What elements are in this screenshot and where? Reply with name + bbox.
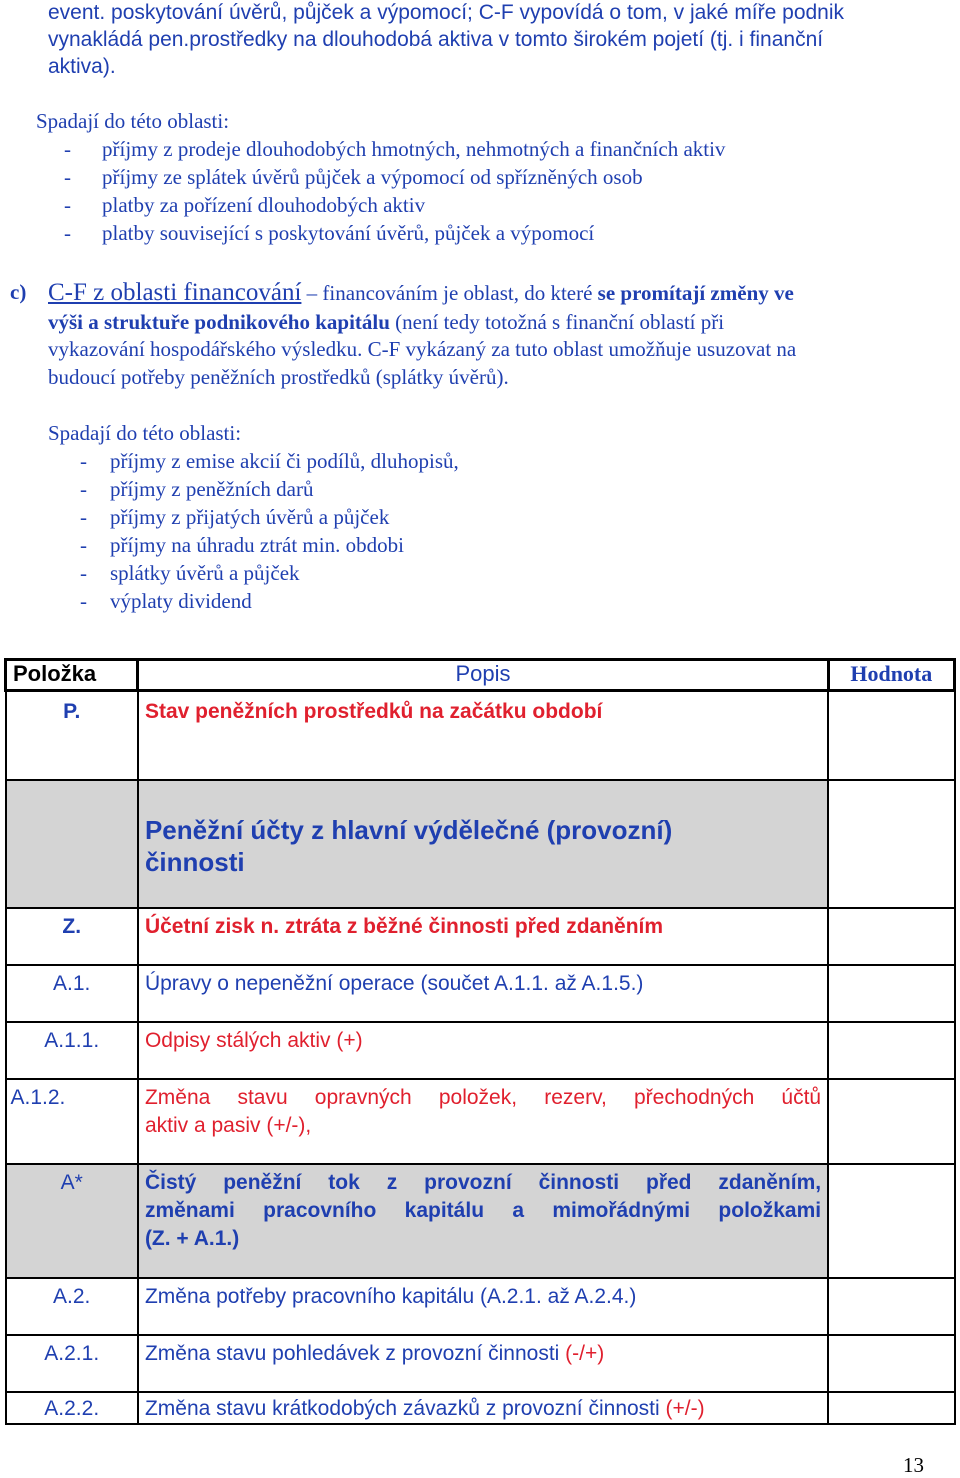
row-value — [828, 908, 954, 965]
section-c-line-2: výši a struktuře podnikového kapitálu (není tedy totožná s finanční oblastí při — [48, 310, 725, 334]
row-code: A.1. — [6, 965, 138, 1022]
row-desc: Změna stavu krátkodobých závazků z provozní činnosti (+/-) — [138, 1392, 828, 1424]
row-code: A.2.2. — [6, 1392, 138, 1424]
row-desc: Účetní zisk n. ztráta z běžné činnosti před zdaněním — [138, 908, 828, 965]
row-value — [828, 965, 954, 1022]
intro-line-2: vynakládá pen.prostředky na dlouhodobá aktiva v tomto širokém pojetí (tj. i finanční — [48, 28, 824, 51]
table-row — [6, 1164, 955, 1278]
row-desc: Odpisy stálých aktiv (+) — [138, 1022, 828, 1079]
table-row — [6, 1278, 955, 1335]
header-desc: Popis — [138, 660, 828, 691]
section-c-item: - výplaty dividend — [80, 589, 252, 613]
section-c-item: - příjmy z emise akcií či podílů, dluhopisů, — [80, 449, 459, 473]
page-number: 13 — [903, 1453, 924, 1477]
row-code: A.1.1. — [6, 1022, 138, 1079]
section-b-item: - platby související s poskytování úvěrů, půjček a výpomocí — [64, 221, 595, 245]
section-c-marker: c) — [10, 280, 27, 304]
row-code: Z. — [6, 908, 138, 965]
table-header-row — [6, 660, 955, 691]
section-c-item: - příjmy z peněžních darů — [80, 477, 314, 501]
row-value — [828, 1022, 954, 1079]
row-desc: Změna stavu opravných položek, rezerv, přechodných účtů aktiv a pasiv (+/-), — [138, 1079, 828, 1164]
section-b-item: - příjmy ze splátek úvěrů půjček a výpomocí od spřízněných osob — [64, 165, 643, 189]
header-value: Hodnota — [828, 660, 954, 691]
section-c-line-1: C-F z oblasti financování – financováním je oblast, do které se promítají změny ve — [48, 279, 794, 306]
row-desc: Úpravy o nepeněžní operace (součet A.1.1. až A.1.5.) — [138, 965, 828, 1022]
row-code: A.2.1. — [6, 1335, 138, 1392]
table-row — [6, 691, 955, 780]
section-b-item: - příjmy z prodeje dlouhodobých hmotných, nehmotných a finančních aktiv — [64, 137, 726, 161]
row-desc: Stav peněžních prostředků na začátku období — [138, 691, 828, 780]
row-code — [6, 780, 138, 908]
section-c-item: - splátky úvěrů a půjček — [80, 561, 300, 585]
row-value — [828, 1164, 954, 1278]
row-value — [828, 780, 954, 908]
section-c-line-4: budoucí potřeby peněžních prostředků (splátky úvěrů). — [48, 365, 509, 389]
section-b-item: - platby za pořízení dlouhodobých aktiv — [64, 193, 426, 217]
row-value — [828, 1278, 954, 1335]
row-desc: Změna potřeby pracovního kapitálu (A.2.1. až A.2.4.) — [138, 1278, 828, 1335]
intro-line-1: event. poskytování úvěrů, půjček a výpomocí; C-F vypovídá o tom, v jaké míře podnik — [48, 1, 845, 24]
row-desc: Čistý peněžní tok z provozní činnosti před zdaněním, změnami pracovního kapitálu a mimořádnými položkami (Z. + A.1.) — [138, 1164, 828, 1278]
row-value — [828, 691, 954, 780]
table-row — [6, 780, 955, 908]
table-row — [6, 1335, 955, 1392]
row-value — [828, 1079, 954, 1164]
section-c-title: C-F z oblasti financování — [48, 279, 302, 306]
intro-line-3: aktiva). — [48, 55, 116, 78]
table-row — [6, 1079, 955, 1164]
row-code: P. — [6, 691, 138, 780]
row-code: A.1.2. — [6, 1079, 138, 1164]
section-b-heading: Spadají do této oblasti: — [36, 109, 230, 133]
row-value — [828, 1335, 954, 1392]
row-code: A.2. — [6, 1278, 138, 1335]
section-c-item: - příjmy z přijatých úvěrů a půjček — [80, 505, 390, 529]
table-row — [6, 965, 955, 1022]
row-value — [828, 1392, 954, 1424]
row-desc: Změna stavu pohledávek z provozní činnosti (-/+) — [138, 1335, 828, 1392]
table-row — [6, 1022, 955, 1079]
section-c-heading: Spadají do této oblasti: — [48, 421, 242, 445]
header-item: Položka — [6, 660, 138, 691]
table-row — [6, 1392, 955, 1424]
row-desc: Peněžní účty z hlavní výdělečné (provozní) činnosti — [138, 780, 828, 908]
section-c-line-3: vykazování hospodářského výsledku. C-F vykázaný za tuto oblast umožňuje usuzovat na — [48, 337, 797, 361]
table-row — [6, 908, 955, 965]
cashflow-table — [4, 658, 956, 1425]
section-c-item: - příjmy na úhradu ztrát min. obdobi — [80, 533, 404, 557]
row-code: A* — [6, 1164, 138, 1278]
